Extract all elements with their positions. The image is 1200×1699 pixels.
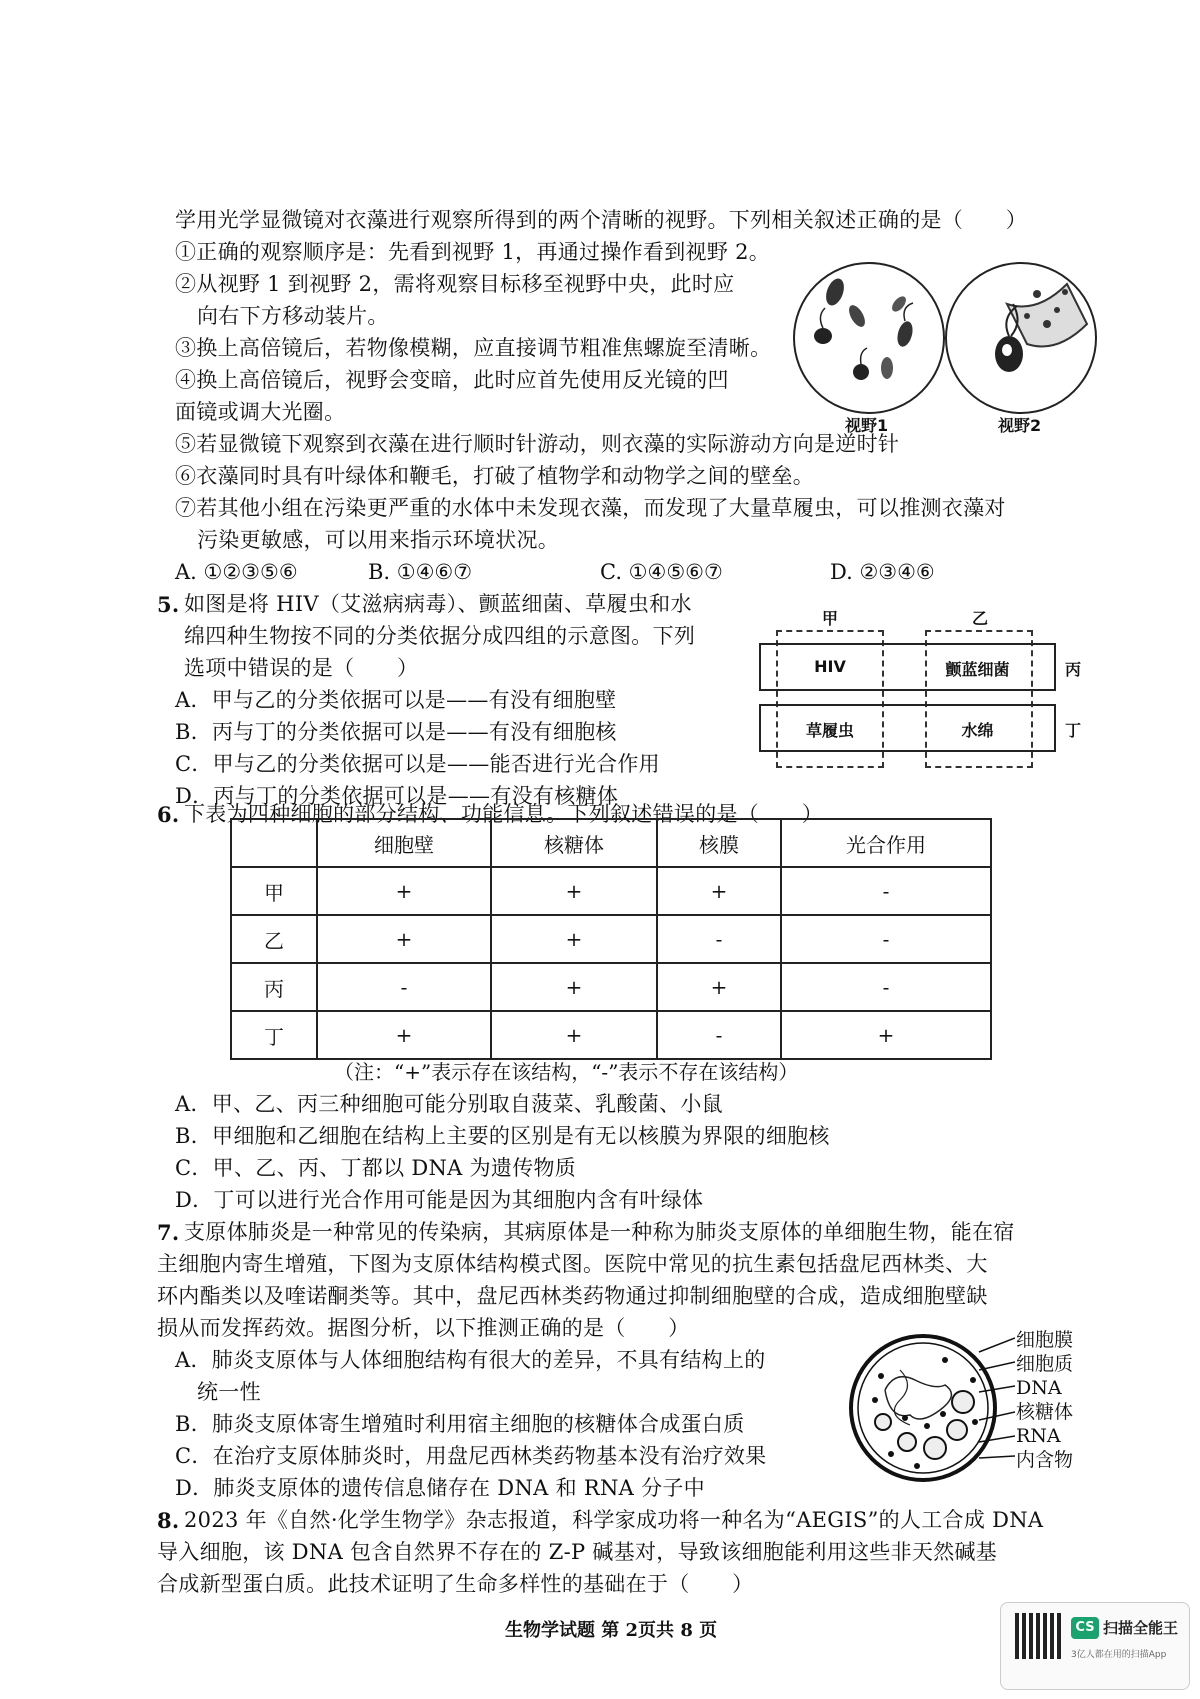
table-cell: + [657,867,781,915]
table-row [231,915,991,963]
table-header-cell: 细胞壁 [317,819,491,867]
q5-option-a: A．甲与乙的分类依据可以是——有没有细胞壁 [175,688,617,712]
scanner-app-name: 扫描全能王 [1103,1619,1179,1637]
table-cell: 乙 [231,915,317,963]
q7-stem-line-2: 主细胞内寄生增殖，下图为支原体结构模式图。医院中常见的抗生素包括盘尼西林类、大 [157,1252,988,1276]
q7-number: 7. [157,1220,180,1245]
q4-option-a: A. ①②③⑤⑥ [175,560,298,584]
q4-item-5: ⑤若显微镜下观察到衣藻在进行顺时针游动，则衣藻的实际游动方向是逆时针 [175,432,900,456]
group-yi-label: 乙 [971,609,988,628]
cell-structure-table [230,818,992,1060]
organism-spirogyra: 水绵 [961,721,994,740]
label-rna: RNA [1016,1425,1061,1447]
q6-option-d: D．丁可以进行光合作用可能是因为其细胞内含有叶绿体 [175,1188,704,1212]
table-row [231,963,991,1011]
q4-item-3: ③换上高倍镜后，若物像模糊，应直接调节粗准焦螺旋至清晰。 [175,336,772,360]
q4-stem: 学用光学显微镜对衣藻进行观察所得到的两个清晰的视野。下列相关叙述正确的是（ ） [175,208,1027,232]
table-cell: + [317,915,491,963]
q6-option-c: C．甲、乙、丙、丁都以 DNA 为遗传物质 [175,1156,577,1180]
q7-option-a: A．肺炎支原体与人体细胞结构有很大的差异，不具有结构上的 [175,1348,766,1372]
table-cell: + [491,867,657,915]
label-ribosome: 核糖体 [1016,1401,1074,1423]
table-cell: + [657,963,781,1011]
scanner-watermark [1000,1602,1190,1690]
label-cell-membrane: 细胞膜 [1016,1329,1074,1351]
q6-table-note: （注：“+”表示存在该结构，“-”表示不存在该结构） [334,1060,799,1084]
q7-stem-line-1: 支原体肺炎是一种常见的传染病，其病原体是一种称为肺炎支原体的单细胞生物，能在宿 [184,1220,1015,1244]
table-header-cell [231,819,317,867]
table-cell: - [781,915,991,963]
q4-option-d: D. ②③④⑥ [830,560,935,584]
table-cell: - [317,963,491,1011]
q5-option-b: B．丙与丁的分类依据可以是——有没有细胞核 [175,720,617,744]
chlamydomonas-illustration-1 [795,264,943,412]
q5-number: 5. [157,592,180,617]
table-cell: 丁 [231,1011,317,1059]
label-inclusions: 内含物 [1016,1449,1074,1471]
table-cell: 丙 [231,963,317,1011]
q5-option-c: C．甲与乙的分类依据可以是——能否进行光合作用 [175,752,660,776]
q7-option-a-cont: 统一性 [197,1380,261,1404]
organism-paramecium: 草履虫 [805,721,854,740]
group-bing-label: 丙 [1064,660,1081,679]
q6-option-a: A．甲、乙、丙三种细胞可能分别取自菠菜、乳酸菌、小鼠 [175,1092,723,1116]
q4-item-2: ②从视野 1 到视野 2，需将观察目标移至视野中央，此时应 [175,272,735,296]
table-header-cell: 核膜 [657,819,781,867]
table-cell: + [491,963,657,1011]
microscope-field-1 [793,262,945,414]
q7-option-b: B．肺炎支原体寄生增殖时利用宿主细胞的核糖体合成蛋白质 [175,1412,745,1436]
q8-stem-line-2: 导入细胞，该 DNA 包含自然界不存在的 Z-P 碱基对，导致该细胞能利用这些非天然碱基 [157,1540,998,1564]
organism-hiv: HIV [814,657,846,676]
q4-option-b: B. ①④⑥⑦ [368,560,473,584]
q6-number: 6. [157,802,180,827]
mycoplasma-labels [1016,1328,1073,1472]
q8-number: 8. [157,1508,180,1533]
q7-option-d: D．肺炎支原体的遗传信息储存在 DNA 和 RNA 分子中 [175,1476,705,1500]
q8-stem-line-1: 2023 年《自然·化学生物学》杂志报道，科学家成功将一种名为“AEGIS”的人工合成 DNA [184,1508,1044,1532]
camscanner-logo: CS [1071,1617,1099,1639]
q5-stem-line-2: 绵四种生物按不同的分类依据分成四组的示意图。下列 [184,624,696,648]
q4-item-4: ④换上高倍镜后，视野会变暗，此时应首先使用反光镜的凹 [175,368,729,392]
scanner-tagline: 3亿人都在用的扫描App [1071,1650,1167,1660]
q7-option-c: C．在治疗支原体肺炎时，用盘尼西林类药物基本没有治疗效果 [175,1444,767,1468]
table-cell: - [657,1011,781,1059]
table-header-row [231,819,991,867]
q4-item-7-cont: 污染更敏感，可以用来指示环境状况。 [197,528,560,552]
table-header-cell: 光合作用 [781,819,991,867]
mycoplasma-label-lines [975,1330,1015,1490]
table-cell: + [491,915,657,963]
q4-item-4-cont: 面镜或调大光圈。 [175,400,346,424]
page-footer: 生物学试题 第 2页共 8 页 [505,1620,718,1641]
table-row [231,867,991,915]
q6-option-b: B．甲细胞和乙细胞在结构上主要的区别是有无以核膜为界限的细胞核 [175,1124,830,1148]
q4-item-1: ①正确的观察顺序是：先看到视野 1，再通过操作看到视野 2。 [175,240,771,264]
table-cell: 甲 [231,867,317,915]
q5-stem-line-3: 选项中错误的是（ ） [184,656,419,680]
group-ding-label: 丁 [1064,721,1081,740]
label-cytoplasm: 细胞质 [1016,1353,1074,1375]
table-cell: + [491,1011,657,1059]
label-dna: DNA [1016,1377,1062,1399]
q4-item-2-cont: 向右下方移动装片。 [197,304,389,328]
q5-stem-line-1: 如图是将 HIV（艾滋病病毒）、颤蓝细菌、草履虫和水 [184,592,692,616]
table-header-cell: 核糖体 [491,819,657,867]
q7-stem-line-4: 损从而发挥药效。据图分析，以下推测正确的是（ ） [157,1316,690,1340]
q4-item-6: ⑥衣藻同时具有叶绿体和鞭毛，打破了植物学和动物学之间的壁垒。 [175,464,814,488]
q7-stem-line-3: 环内酯类以及喹诺酮类等。其中，盘尼西林类药物通过抑制细胞壁的合成，造成细胞壁缺 [157,1284,988,1308]
group-jia-label: 甲 [821,609,838,628]
q6-stem: 下表为四种细胞的部分结构、功能信息。下列叙述错误的是（ ） [184,802,823,826]
microscope-field-2 [945,262,1097,414]
chlamydomonas-illustration-2 [947,264,1095,412]
q8-stem-line-3: 合成新型蛋白质。此技术证明了生命多样性的基础在于（ ） [157,1572,754,1596]
q5-option-d: D．丙与丁的分类依据可以是——有没有核糖体 [175,784,619,808]
table-cell: - [657,915,781,963]
field-2-caption: 视野2 [998,416,1042,435]
table-cell: + [317,1011,491,1059]
organism-cyanobacteria: 颤蓝细菌 [945,660,1010,679]
table-cell: + [317,867,491,915]
table-cell: - [781,963,991,1011]
table-cell: - [781,867,991,915]
table-cell: + [781,1011,991,1059]
table-row [231,1011,991,1059]
qr-code-icon [1015,1613,1061,1659]
q4-item-7: ⑦若其他小组在污染更严重的水体中未发现衣藻，而发现了大量草履虫，可以推测衣藻对 [175,496,1006,520]
field-1-caption: 视野1 [845,416,889,435]
q4-option-c: C. ①④⑤⑥⑦ [600,560,723,584]
